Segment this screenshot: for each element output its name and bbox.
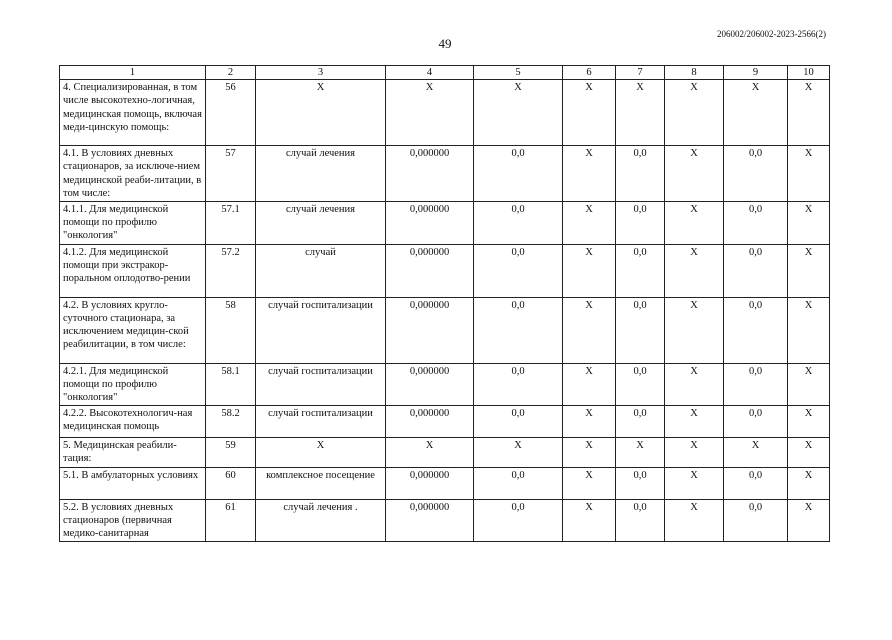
table-cell: Х bbox=[474, 438, 563, 467]
table-cell: 56 bbox=[206, 80, 256, 146]
header-cell-7: 7 bbox=[616, 66, 665, 80]
table-cell: Х bbox=[665, 467, 724, 499]
table-cell: 0,000000 bbox=[386, 406, 474, 438]
table-cell: 57.1 bbox=[206, 202, 256, 245]
table-cell: 5. Медицинская реабили-тация: bbox=[60, 438, 206, 467]
table-row bbox=[60, 438, 830, 467]
header-cell-1: 1 bbox=[60, 66, 206, 80]
table-cell: 0,0 bbox=[724, 297, 788, 363]
table-cell: 0,0 bbox=[616, 297, 665, 363]
table-cell: Х bbox=[788, 363, 830, 406]
table-cell: Х bbox=[665, 499, 724, 542]
table-cell: комплексное посещение bbox=[256, 467, 386, 499]
table-cell: 0,0 bbox=[616, 202, 665, 245]
table-cell: Х bbox=[665, 80, 724, 146]
table-cell: 58.2 bbox=[206, 406, 256, 438]
table-cell: 0,0 bbox=[724, 499, 788, 542]
table-cell: 4.2.1. Для медицинской помощи по профилю "онкология" bbox=[60, 363, 206, 406]
table-cell: Х bbox=[474, 80, 563, 146]
table-cell: 0,0 bbox=[724, 363, 788, 406]
table-cell: 0,000000 bbox=[386, 297, 474, 363]
table-cell: 0,000000 bbox=[386, 244, 474, 297]
table-cell: 57 bbox=[206, 146, 256, 202]
table-cell: 60 bbox=[206, 467, 256, 499]
table-cell: 0,0 bbox=[474, 202, 563, 245]
table-cell: случай лечения . bbox=[256, 499, 386, 542]
table-cell: 0,0 bbox=[724, 202, 788, 245]
table-cell: Х bbox=[724, 80, 788, 146]
table-row bbox=[60, 146, 830, 202]
table-cell: 0,0 bbox=[474, 406, 563, 438]
table-cell: Х bbox=[665, 202, 724, 245]
table-cell: 58.1 bbox=[206, 363, 256, 406]
table-cell: Х bbox=[788, 499, 830, 542]
table-cell: Х bbox=[788, 244, 830, 297]
table-row bbox=[60, 244, 830, 297]
table-cell: Х bbox=[665, 438, 724, 467]
table-cell: Х bbox=[563, 499, 616, 542]
table-cell: 0,0 bbox=[474, 244, 563, 297]
table-cell: 59 bbox=[206, 438, 256, 467]
table-cell: Х bbox=[665, 146, 724, 202]
volume-table bbox=[59, 65, 830, 542]
table-cell: Х bbox=[724, 438, 788, 467]
table-cell: Х bbox=[788, 80, 830, 146]
table-cell: 0,0 bbox=[616, 363, 665, 406]
table-cell: 0,000000 bbox=[386, 146, 474, 202]
header-cell-8: 8 bbox=[665, 66, 724, 80]
table-cell: 4.2.2. Высокотехнологич-ная медицинская помощь bbox=[60, 406, 206, 438]
header-cell-10: 10 bbox=[788, 66, 830, 80]
table-cell: 0,000000 bbox=[386, 202, 474, 245]
table-cell: 57.2 bbox=[206, 244, 256, 297]
table-cell: Х bbox=[563, 80, 616, 146]
table-row bbox=[60, 202, 830, 245]
table-cell: Х bbox=[563, 297, 616, 363]
table-cell: 5.1. В амбулаторных условиях bbox=[60, 467, 206, 499]
page-number: 49 bbox=[438, 36, 452, 51]
header-row bbox=[60, 66, 830, 80]
table-cell: Х bbox=[788, 297, 830, 363]
table-cell: Х bbox=[788, 467, 830, 499]
table-cell: случай лечения bbox=[256, 202, 386, 245]
table-cell: 0,0 bbox=[724, 467, 788, 499]
table-cell: Х bbox=[665, 363, 724, 406]
table-cell: 5.2. В условиях дневных стационаров (первичная медико-санитарная bbox=[60, 499, 206, 542]
table-cell: 4.1.1. Для медицинской помощи по профилю "онкология" bbox=[60, 202, 206, 245]
table-cell: Х bbox=[788, 202, 830, 245]
table-cell: 4.1. В условиях дневных стационаров, за исключе-нием медицинской реаби-литации, в том числе: bbox=[60, 146, 206, 202]
table-cell: 4.1.2. Для медицинской помощи при экстракор-поральном оплодотво-рении bbox=[60, 244, 206, 297]
table-cell: 58 bbox=[206, 297, 256, 363]
header-cell-5: 5 bbox=[474, 66, 563, 80]
table-cell: Х bbox=[788, 438, 830, 467]
table-cell: Х bbox=[386, 80, 474, 146]
table-cell: Х bbox=[563, 363, 616, 406]
table-cell: 0,000000 bbox=[386, 363, 474, 406]
table-cell: Х bbox=[563, 202, 616, 245]
table-row bbox=[60, 406, 830, 438]
table-cell: 0,0 bbox=[474, 363, 563, 406]
table-cell: 4.2. В условиях кругло-суточного стационара, за исключением медицин-ской реабилитации, в том числе: bbox=[60, 297, 206, 363]
header-cell-4: 4 bbox=[386, 66, 474, 80]
table-cell: Х bbox=[563, 467, 616, 499]
table-cell: 0,000000 bbox=[386, 499, 474, 542]
table-cell: 0,0 bbox=[616, 146, 665, 202]
document-code: 206002/206002-2023-2566(2) bbox=[717, 29, 826, 39]
table-row bbox=[60, 499, 830, 542]
table-cell: Х bbox=[665, 406, 724, 438]
table-cell: 0,0 bbox=[724, 146, 788, 202]
table-cell: Х bbox=[386, 438, 474, 467]
table-cell: случай госпитализации bbox=[256, 297, 386, 363]
table-cell: 0,0 bbox=[616, 467, 665, 499]
table-row bbox=[60, 80, 830, 146]
table-cell: Х bbox=[665, 244, 724, 297]
table-cell: Х bbox=[788, 406, 830, 438]
header-cell-9: 9 bbox=[724, 66, 788, 80]
table-cell: 0,0 bbox=[724, 406, 788, 438]
table-cell: Х bbox=[665, 297, 724, 363]
header-cell-6: 6 bbox=[563, 66, 616, 80]
table-cell: 4. Специализированная, в том числе высокотехно-логичная, медицинская помощь, включая меди-цинскую помощь: bbox=[60, 80, 206, 146]
header-cell-3: 3 bbox=[256, 66, 386, 80]
table-cell: Х bbox=[256, 438, 386, 467]
table-cell: 0,0 bbox=[616, 406, 665, 438]
table-cell: случай госпитализации bbox=[256, 406, 386, 438]
table-cell: Х bbox=[563, 406, 616, 438]
table-cell: 61 bbox=[206, 499, 256, 542]
table-row bbox=[60, 467, 830, 499]
table-cell: 0,0 bbox=[616, 499, 665, 542]
table-row bbox=[60, 297, 830, 363]
table-cell: случай госпитализации bbox=[256, 363, 386, 406]
table-cell: Х bbox=[563, 438, 616, 467]
table-cell: 0,0 bbox=[474, 297, 563, 363]
table-cell: Х bbox=[616, 438, 665, 467]
table-cell: Х bbox=[788, 146, 830, 202]
table-cell: 0,0 bbox=[474, 146, 563, 202]
table-cell: 0,000000 bbox=[386, 467, 474, 499]
table-cell: 0,0 bbox=[474, 499, 563, 542]
table-cell: Х bbox=[563, 146, 616, 202]
table-cell: 0,0 bbox=[474, 467, 563, 499]
table-row bbox=[60, 363, 830, 406]
table-cell: случай лечения bbox=[256, 146, 386, 202]
table-cell: случай bbox=[256, 244, 386, 297]
table-cell: 0,0 bbox=[724, 244, 788, 297]
header-cell-2: 2 bbox=[206, 66, 256, 80]
table-cell: Х bbox=[256, 80, 386, 146]
table-cell: Х bbox=[616, 80, 665, 146]
table-cell: 0,0 bbox=[616, 244, 665, 297]
table-cell: Х bbox=[563, 244, 616, 297]
